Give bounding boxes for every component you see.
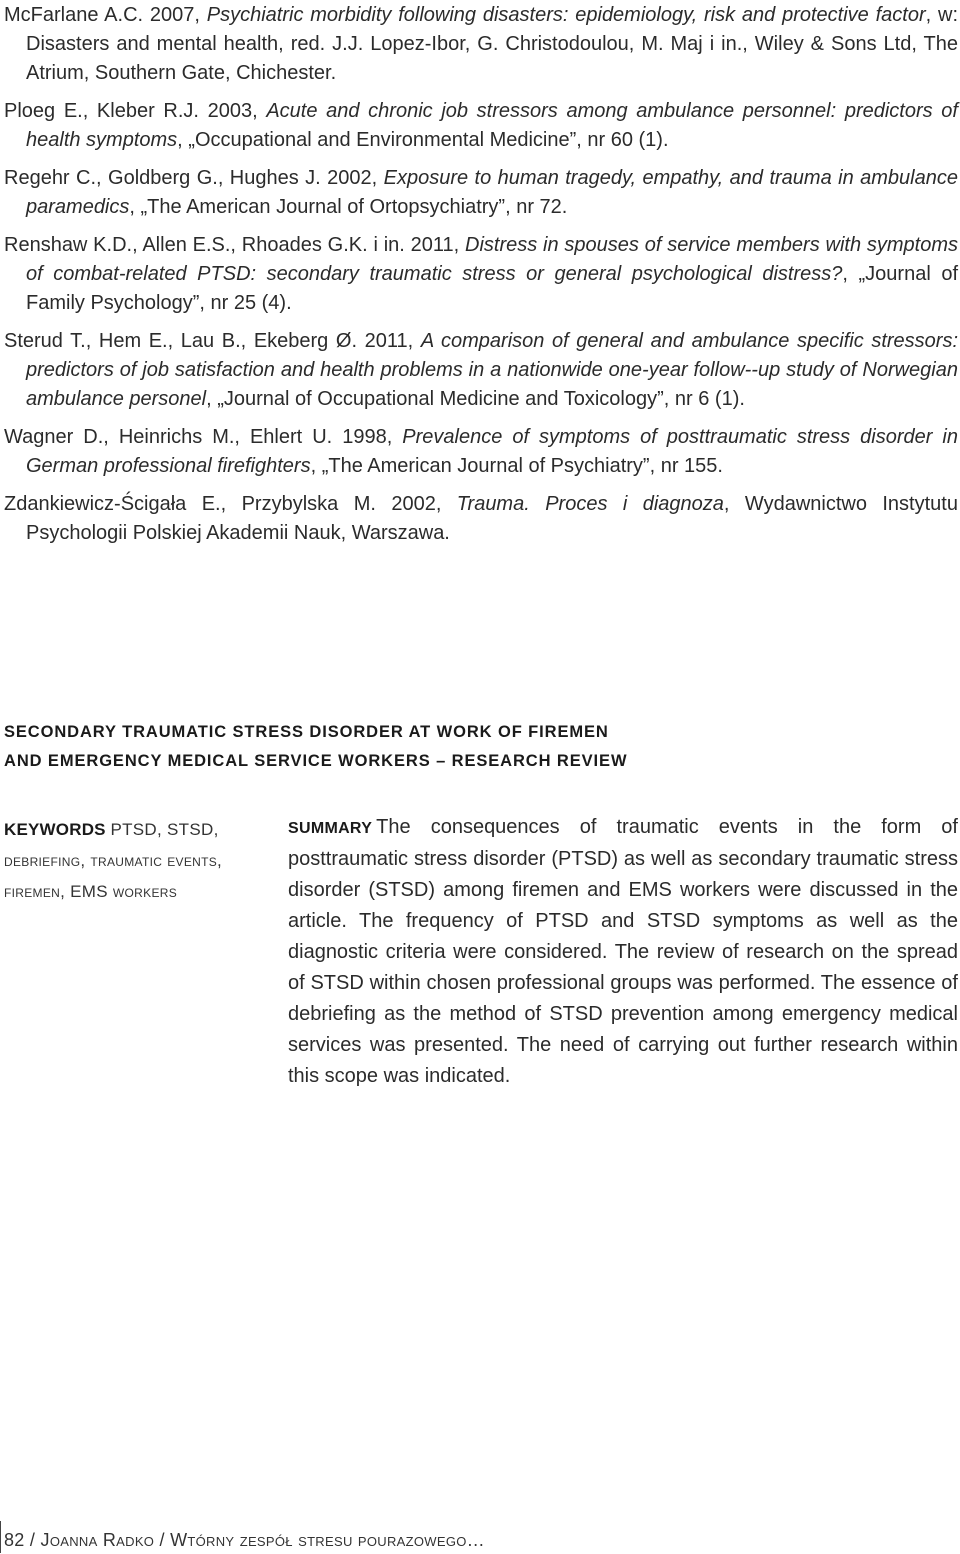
reference-authors: Regehr C., Goldberg G., Hughes J. 2002, (4, 167, 384, 189)
reference-source: , „Journal of Family Psychology”, nr 25 (4). (26, 263, 959, 314)
reference-title: Distress in spouses of service members with symptoms of combat-related PTSD: secondary traumatic stress or general psychological distress? (26, 234, 959, 285)
reference-item (4, 164, 958, 222)
article-english-title (4, 718, 944, 776)
summary-text: The consequences of traumatic events in the form of posttraumatic stress disorder (PTSD) as well as secondary traumatic stress disorder (STSD) among firemen and EMS workers were discussed in the article. The frequency of PTSD and STSD symptoms as well as the diagnostic criteria were considered. The review of research on the spread of STSD within chosen professional groups was performed. The essence of debriefing as the method of STSD prevention among emergency medical services was presented. The need of carrying out further research within this scope was indicated. (288, 816, 958, 1087)
reference-item (4, 231, 958, 318)
reference-authors: Sterud T., Hem E., Lau B., Ekeberg Ø. 2011, (4, 330, 421, 352)
title-line-2: AND EMERGENCY MEDICAL SERVICE WORKERS – RESEARCH REVIEW (4, 752, 628, 770)
reference-source: , w: Disasters and mental health, red. J.J. Lopez-Ibor, G. Christodoulou, M. Maj i in., Wiley & Sons Ltd, The Atrium, Southern Gate, Chichester. (26, 4, 959, 84)
reference-authors: McFarlane A.C. 2007, (4, 4, 207, 26)
reference-authors: Ploeg E., Kleber R.J. 2003, (4, 100, 267, 122)
title-line-1: SECONDARY TRAUMATIC STRESS DISORDER AT WORK OF FIREMEN (4, 723, 609, 741)
reference-item (4, 1, 958, 88)
reference-source: , „The American Journal of Ortopsychiatry”, nr 72. (129, 196, 568, 218)
reference-item (4, 490, 958, 548)
keywords-text: PTSD, STSD, debriefing, traumatic events, firemen, EMS workers (4, 820, 223, 901)
footer-separator: / (24, 1530, 41, 1550)
reference-source: , „Occupational and Environmental Medicine”, nr 60 (1). (177, 129, 669, 151)
reference-title: Acute and chronic job stressors among ambulance personnel: predictors of health symptoms (26, 100, 958, 151)
summary-label: SUMMARY (288, 820, 373, 837)
footer-separator: / (154, 1530, 171, 1550)
reference-source: , Wydawnictwo Instytutu Psychologii Polskiej Akademii Nauk, Warszawa. (26, 493, 958, 544)
keywords-label: KEYWORDS (4, 820, 106, 839)
reference-title: Exposure to human tragedy, empathy, and trauma in ambulance paramedics (26, 167, 958, 218)
reference-item (4, 423, 958, 481)
footer-running-title: Wtórny zespół stresu pourazowego… (170, 1530, 485, 1550)
footer-divider (0, 1521, 1, 1553)
reference-source: , „Journal of Occupational Medicine and Toxicology”, nr 6 (1). (206, 388, 745, 410)
page-number: 82 (4, 1530, 25, 1550)
keywords-block (4, 814, 234, 907)
reference-title: Prevalence of symptoms of posttraumatic stress disorder in German professional firefighters (26, 426, 959, 477)
reference-title: A comparison of general and ambulance specific stressors: predictors of job satisfaction and health problems in a nationwide one-year follow--up study of Norwegian ambulance personel (26, 330, 959, 410)
reference-list (4, 0, 958, 557)
reference-title: Psychiatric morbidity following disasters: epidemiology, risk and protective factor (206, 4, 926, 26)
reference-item (4, 97, 958, 155)
reference-item (4, 327, 958, 414)
footer-author: Joanna Radko (40, 1530, 155, 1550)
reference-authors: Wagner D., Heinrichs M., Ehlert U. 1998, (4, 426, 403, 448)
reference-source: , „The American Journal of Psychiatry”, nr 155. (310, 455, 723, 477)
summary-block (288, 812, 958, 1092)
reference-title: Trauma. Proces i diagnoza (456, 493, 724, 515)
reference-authors: Renshaw K.D., Allen E.S., Rhoades G.K. i in. 2011, (4, 234, 466, 256)
page-footer (4, 1530, 485, 1551)
reference-authors: Zdankiewicz-Ścigała E., Przybylska M. 2002, (4, 493, 457, 515)
